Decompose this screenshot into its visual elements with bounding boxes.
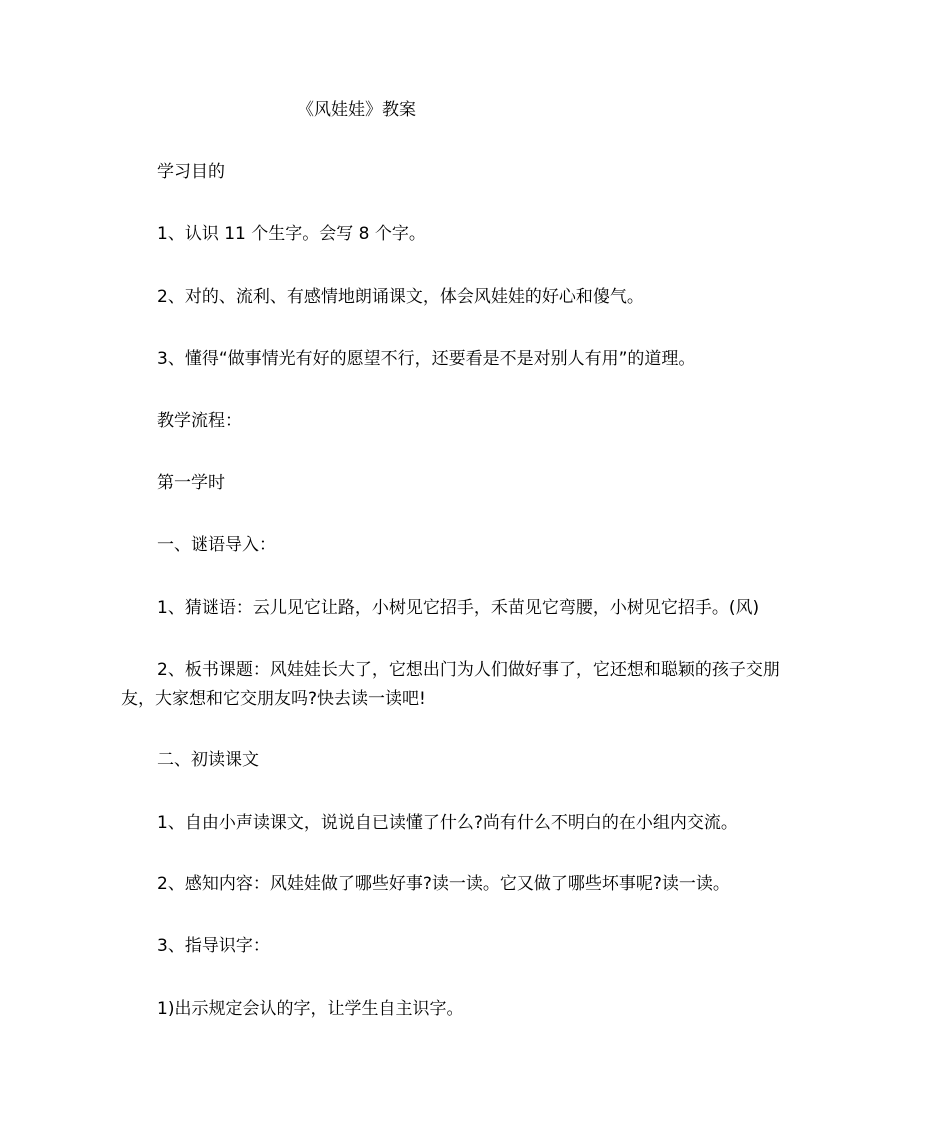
objective-3: 3、懂得“做事情光有好的愿望不行，还要看是不是对别人有用”的道理。 [157,349,696,369]
section-1-heading: 一、谜语导入： [157,535,276,555]
section-2-item-2: 2、感知内容：风娃娃做了哪些好事?读一读。它又做了哪些坏事呢?读一读。 [157,874,730,894]
section-2-heading: 二、初读课文 [157,750,259,770]
lesson-heading: 第一学时 [157,473,225,493]
objectives-heading: 学习目的 [157,162,225,182]
objective-2: 2、对的、流利、有感情地朗诵课文，体会风娃娃的好心和傻气。 [157,287,644,307]
section-1-item-1: 1、猜谜语：云儿见它让路，小树见它招手，禾苗见它弯腰，小树见它招手。(风) [157,598,760,618]
document-title: 《风娃娃》教案 [297,100,416,120]
section-1-item-2-line-2: 友，大家想和它交朋友吗?快去读一读吧! [121,689,426,709]
process-heading: 教学流程： [157,411,242,431]
section-1-item-2-line-1: 2、板书课题：风娃娃长大了，它想出门为人们做好事了，它还想和聪颖的孩子交朋 [157,660,780,680]
section-2-item-3: 3、指导识字： [157,936,270,956]
objective-1: 1、认识 11 个生字。会写 8 个字。 [157,224,426,244]
section-2-item-3-sub-1: 1)出示规定会认的字，让学生自主识字。 [157,999,464,1019]
section-2-item-1: 1、自由小声读课文，说说自已读懂了什么?尚有什么不明白的在小组内交流。 [157,813,738,833]
